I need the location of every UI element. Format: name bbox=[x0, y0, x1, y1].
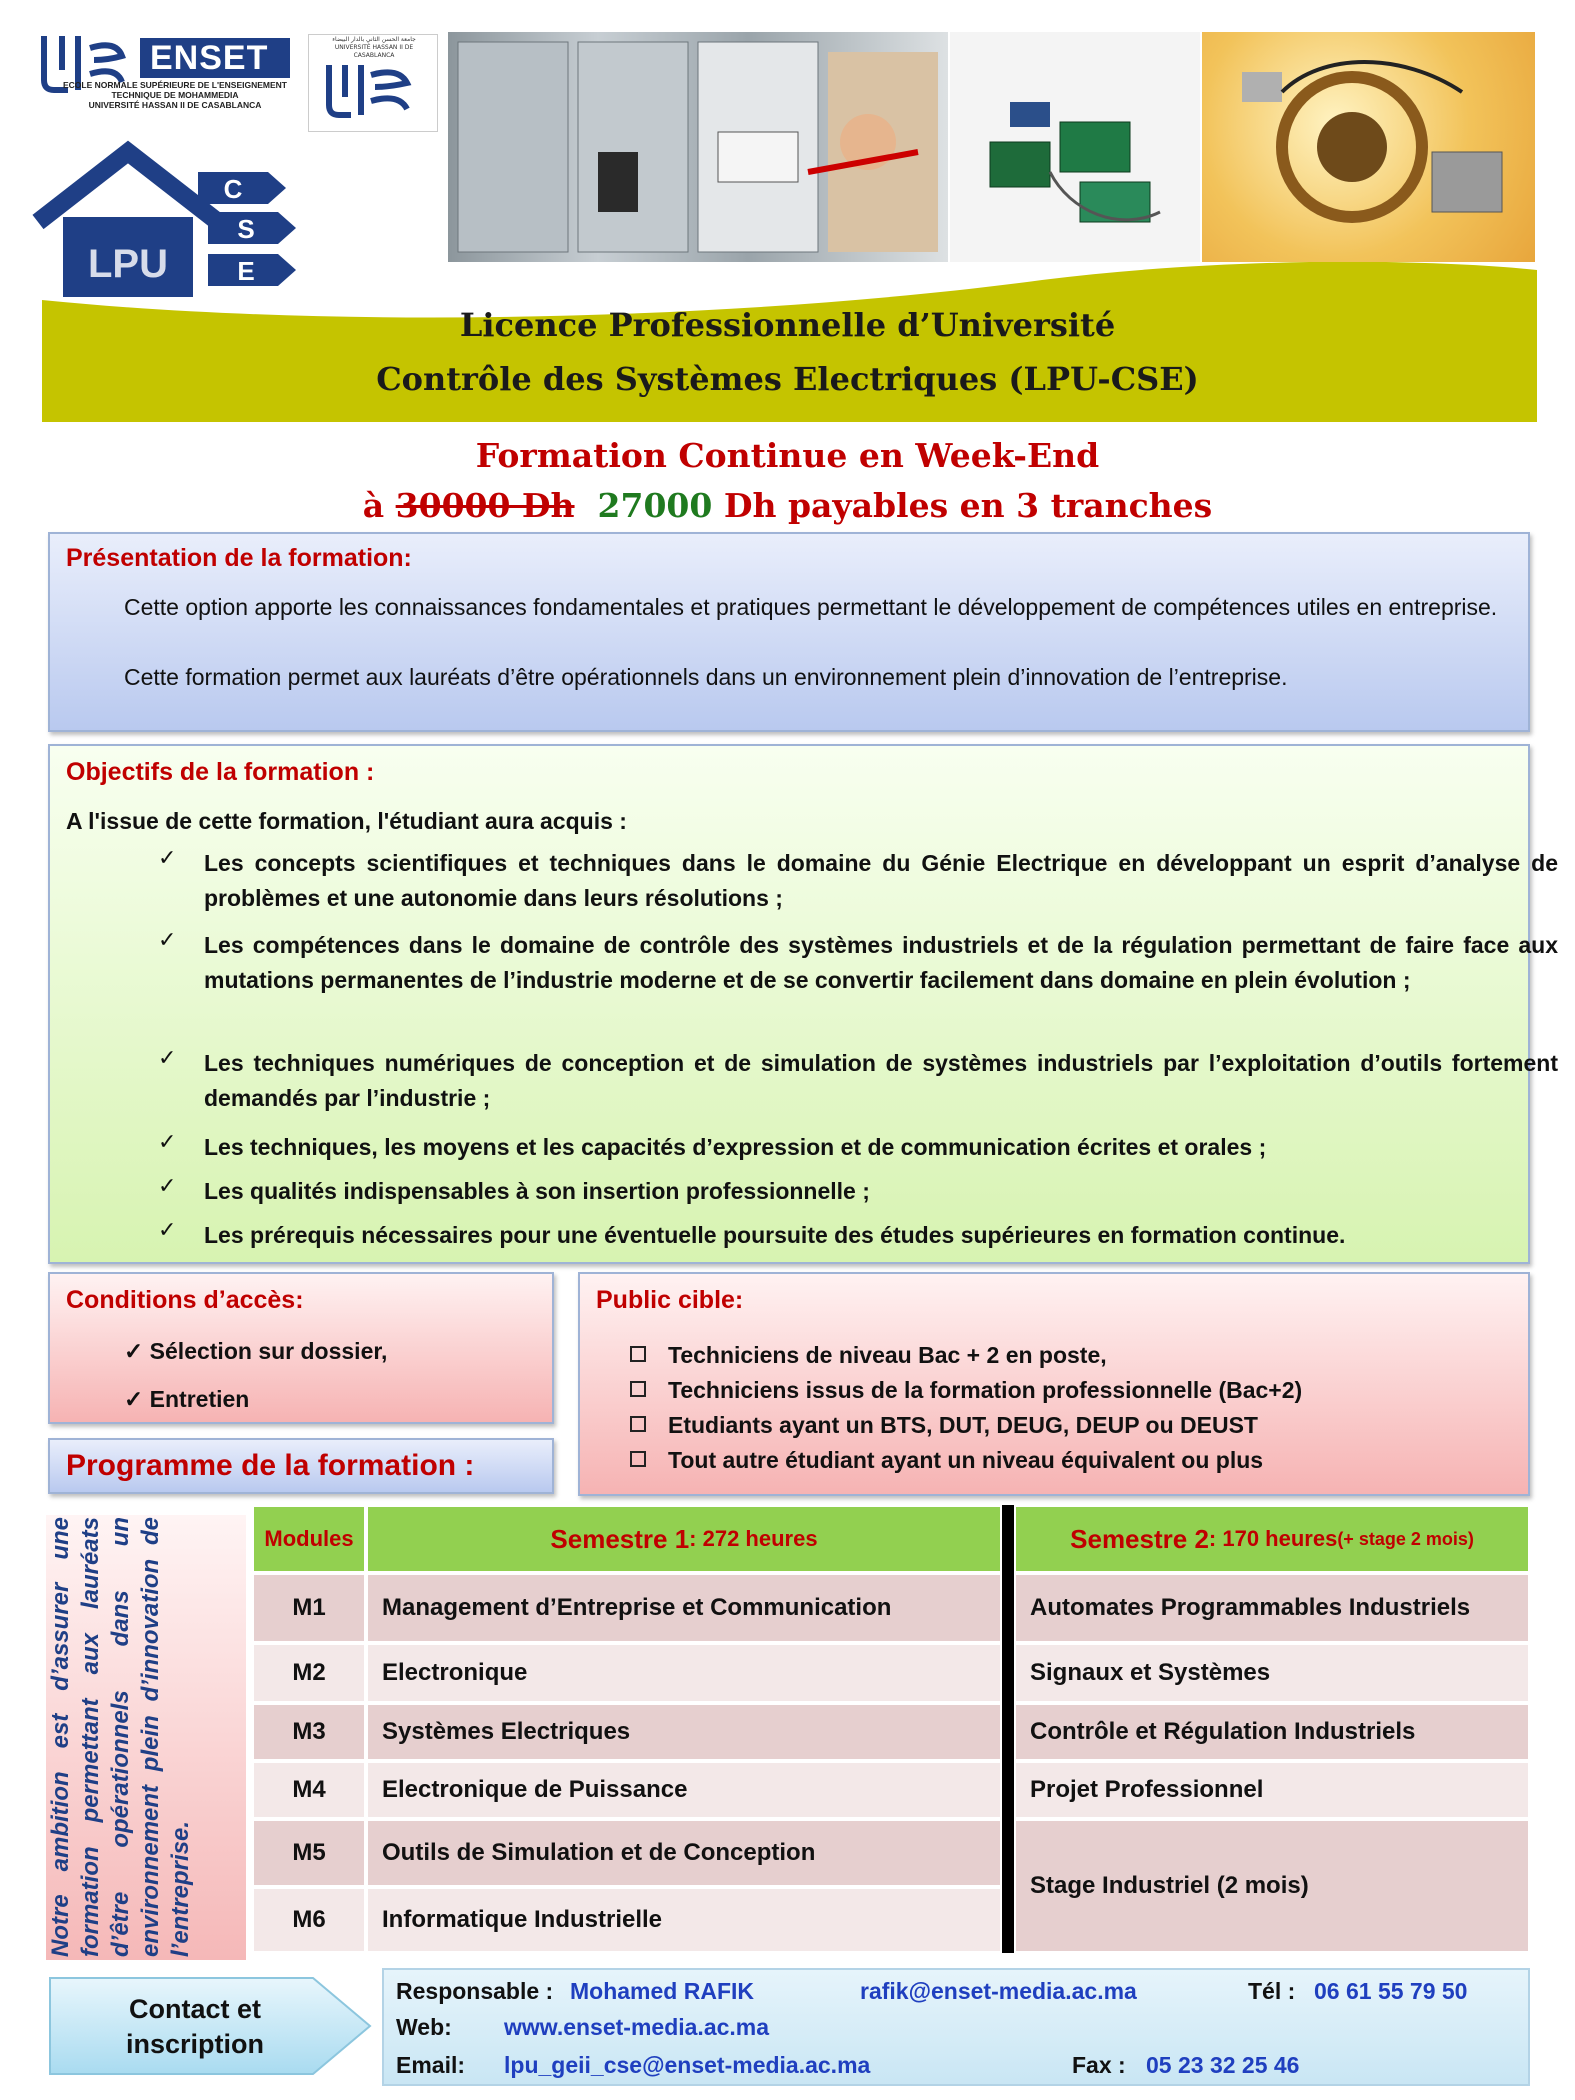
page-title-line1: Licence Professionnelle d’Université bbox=[459, 306, 1116, 344]
contact-label: Contact et inscription bbox=[125, 1994, 264, 2059]
table-row-module: M6 bbox=[252, 1887, 366, 1953]
table-row-s1: Electronique de Puissance bbox=[366, 1761, 1002, 1819]
checkbox-icon bbox=[630, 1346, 646, 1362]
page-title-line2: Contrôle des Systèmes Electriques (LPU-CSE) bbox=[376, 360, 1199, 398]
table-header-semestre2: Semestre 2 : 170 heures (+ stage 2 mois) bbox=[1014, 1505, 1530, 1573]
responsable-email-link[interactable]: rafik@enset-media.ac.ma bbox=[860, 1978, 1137, 2004]
ambition-side-note bbox=[46, 1515, 246, 1960]
condition-item: ✓ Entretien bbox=[124, 1386, 250, 1412]
objectifs-box bbox=[48, 744, 1558, 1264]
table-row-s1: Management d’Entreprise et Communication bbox=[366, 1573, 1002, 1643]
enset-subtitle: ECOLE NORMALE SUPÉRIEURE DE L'ENSEIGNEMENT TECHNIQUE DE MOHAMMEDIA UNIVERSITÉ HASSAN II DE CASABLANCA bbox=[63, 80, 287, 110]
objectifs-intro: A l'issue de cette formation, l'étudiant aura acquis : bbox=[66, 808, 627, 834]
checkbox-icon bbox=[630, 1416, 646, 1432]
public-cible-box: Public cible: Techniciens de niveau Bac + 2 en poste, Techniciens issus de la formation professionnelle (Bac+2) Etudiants ayant un BTS, DUT, DEUG, DEUP ou DEUST Tout autre étudiant ayant un niveau équivalent ou plus bbox=[578, 1272, 1530, 1496]
table-row-s1: Systèmes Electriques bbox=[366, 1703, 1002, 1761]
new-price-unit: Dh bbox=[723, 486, 777, 525]
table-header-modules: Modules bbox=[252, 1505, 366, 1573]
programme-heading-box bbox=[48, 1438, 554, 1494]
table-row-s1: Electronique bbox=[366, 1643, 1002, 1703]
responsable-label: Responsable : bbox=[396, 1978, 554, 2004]
check-icon: ✓ bbox=[158, 928, 177, 953]
presentation-paragraph-2: Cette formation permet aux lauréats d’être opérationnels dans un environnement plein d’innovation de l’entreprise. bbox=[124, 664, 1288, 690]
presentation-paragraph-1: Cette option apporte les connaissances fondamentales et pratiques permettant le développement de compétences utiles en entreprise. bbox=[124, 594, 1498, 620]
conditions-heading: Conditions d’accès: bbox=[66, 1286, 304, 1314]
presentation-heading: Présentation de la formation: bbox=[66, 544, 412, 572]
svg-text:E: E bbox=[237, 256, 255, 286]
public-cible-heading: Public cible: bbox=[596, 1286, 744, 1314]
responsable-name: Mohamed RAFIK bbox=[570, 1978, 754, 2004]
table-header-semestre1: Semestre 1 : 272 heures bbox=[366, 1505, 1002, 1573]
table-row-s1: Outils de Simulation et de Conception bbox=[366, 1819, 1002, 1887]
table-row-s2: Projet Professionnel bbox=[1014, 1761, 1530, 1819]
fax-label: Fax : bbox=[1072, 2052, 1126, 2078]
svg-text:S: S bbox=[237, 214, 255, 244]
tel-value: 06 61 55 79 50 bbox=[1314, 1978, 1468, 2004]
price-suffix: payables en 3 tranches bbox=[787, 486, 1213, 525]
motor-diagram-image bbox=[1202, 32, 1535, 262]
presentation-box bbox=[48, 532, 1530, 732]
check-icon: ✓ bbox=[158, 1130, 177, 1155]
objectif-text: Les concepts scientifiques et techniques dans le domaine du Génie Electrique en développant un esprit d’analyse de problèmes et une autonomie dans leurs résolutions ; bbox=[204, 850, 1558, 911]
circuit-boards-photo bbox=[950, 32, 1200, 262]
condition-item: ✓ Sélection sur dossier, bbox=[124, 1338, 388, 1364]
enset-logo: ENSET bbox=[140, 38, 290, 78]
table-row-s2: Contrôle et Régulation Industriels bbox=[1014, 1703, 1530, 1761]
programme-heading: Programme de la formation : bbox=[66, 1449, 475, 1482]
table-row-module: M3 bbox=[252, 1703, 366, 1761]
email-link[interactable]: lpu_geii_cse@enset-media.ac.ma bbox=[504, 2052, 871, 2078]
ambition-text: Notre ambition est d’assurer une formation permettant aux lauréats d’être opérationnels dans un environnement plein d’innovation de l’entreprise. bbox=[47, 1517, 194, 1957]
old-price: 30000 Dh bbox=[395, 486, 575, 525]
fax-value: 05 23 32 25 46 bbox=[1146, 2052, 1300, 2078]
objectif-text: Les techniques, les moyens et les capacités d’expression et de communication écrites et orales ; bbox=[204, 1134, 1267, 1160]
table-row-s1: Informatique Industrielle bbox=[366, 1887, 1002, 1953]
objectif-text: Les qualités indispensables à son insertion professionnelle ; bbox=[204, 1178, 870, 1204]
new-price-amount: 27000 bbox=[597, 486, 713, 525]
check-icon: ✓ bbox=[158, 1174, 177, 1199]
email-label: Email: bbox=[396, 2052, 466, 2078]
contact-details-box bbox=[382, 1968, 1530, 2086]
svg-text:LPU: LPU bbox=[88, 242, 168, 286]
web-label: Web: bbox=[396, 2014, 452, 2040]
checkbox-icon bbox=[630, 1381, 646, 1397]
conditions-box bbox=[48, 1272, 554, 1424]
table-row-module: M2 bbox=[252, 1643, 366, 1703]
table-row-module: M1 bbox=[252, 1573, 366, 1643]
check-icon: ✓ bbox=[124, 1338, 144, 1364]
check-icon: ✓ bbox=[124, 1386, 144, 1412]
programme-table bbox=[252, 1505, 1530, 1953]
electrical-panel-photo bbox=[448, 32, 948, 262]
table-row-s2: Signaux et Systèmes bbox=[1014, 1643, 1530, 1703]
check-icon: ✓ bbox=[158, 846, 177, 871]
objectif-text: Les compétences dans le domaine de contrôle des systèmes industriels et de la régulation permettant de faire face aux mutations permanentes de l’industrie moderne et de se convertir facilement dans domaine en plein évolution ; bbox=[204, 932, 1558, 993]
web-link[interactable]: www.enset-media.ac.ma bbox=[504, 2014, 770, 2040]
price-prefix: à bbox=[362, 486, 385, 525]
objectif-text: Les prérequis nécessaires pour une éventuelle poursuite des études supérieures en formation continue. bbox=[204, 1222, 1346, 1248]
check-icon: ✓ bbox=[158, 1218, 177, 1243]
check-icon: ✓ bbox=[158, 1046, 177, 1071]
table-row-module: M4 bbox=[252, 1761, 366, 1819]
university-seal-caption: جامعة الحسن الثاني بالدار البيضاء UNIVERSITÉ HASSAN II DE CASABLANCA bbox=[332, 36, 416, 59]
objectifs-heading: Objectifs de la formation : bbox=[66, 758, 375, 786]
svg-text:C: C bbox=[223, 174, 243, 204]
offer-line1: Formation Continue en Week-End bbox=[475, 436, 1100, 475]
objectif-text: Les techniques numériques de conception et de simulation de systèmes industriels par l’exploitation d’outils fortement demandés par l’industrie ; bbox=[204, 1050, 1558, 1111]
tel-label: Tél : bbox=[1248, 1978, 1296, 2004]
table-row-module: M5 bbox=[252, 1819, 366, 1887]
checkbox-icon bbox=[630, 1451, 646, 1467]
lpu-cse-logo bbox=[28, 132, 308, 302]
table-row-s2-merged: Stage Industriel (2 mois) bbox=[1014, 1819, 1530, 1953]
table-divider bbox=[1002, 1505, 1014, 1953]
table-row-s2: Automates Programmables Industriels bbox=[1014, 1573, 1530, 1643]
offer-price-line bbox=[0, 486, 1575, 525]
